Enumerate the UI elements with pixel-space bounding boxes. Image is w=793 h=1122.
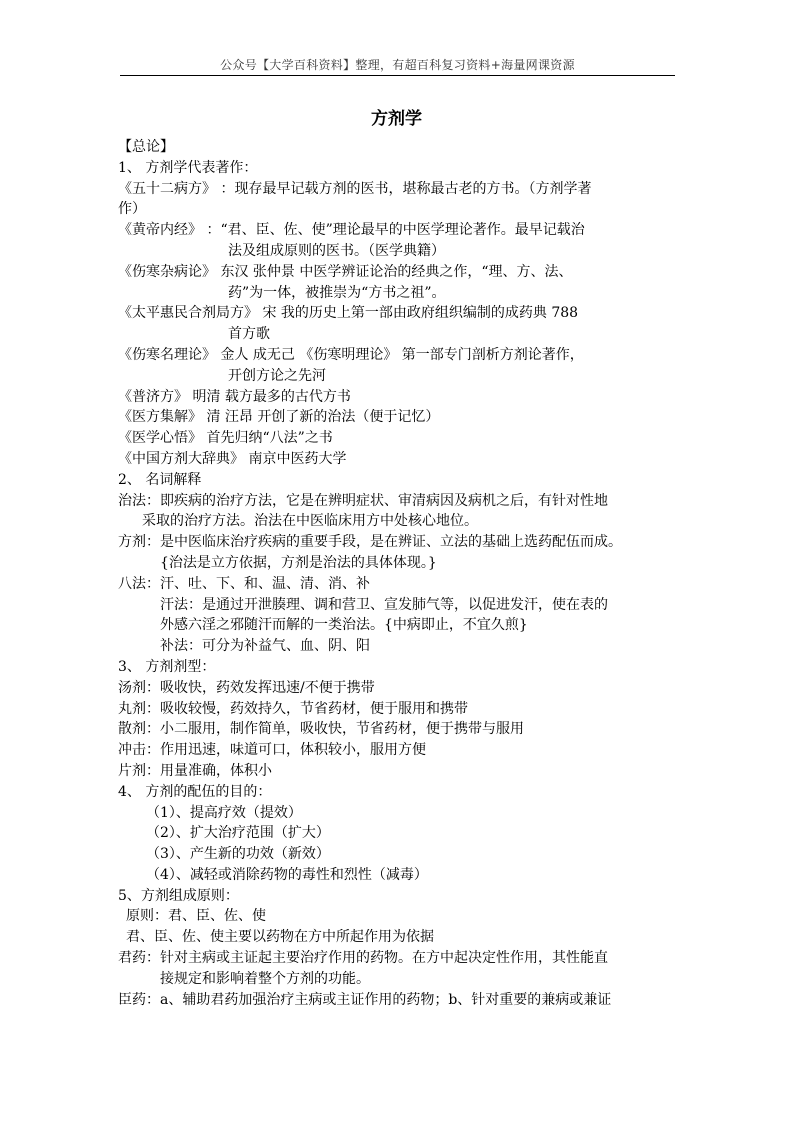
definition-line-cont: 接规定和影响着整个方剂的功能。: [160, 970, 370, 987]
work-line: 《黄帝内经》 ：“君、臣、佐、使”理论最早的中医学理论著作。最早记载治: [118, 222, 585, 239]
work-line: 《五十二病方》 ：现存最早记载方剂的医书，堪称最古老的方书。（方剂学著: [118, 180, 592, 197]
work-line-cont: 首方歌: [228, 326, 270, 343]
work-line: 《太平惠民合剂局方》 宋 我的历史上第一部由政府组织编制的成药典 788: [118, 305, 579, 322]
definition-bafa: 八法：汗、吐、下、和、温、清、消、补: [118, 575, 370, 592]
purpose-item: （3）、产生新的功效（新效）: [146, 846, 330, 863]
s5-heading: 5、方剂组成原则：: [118, 887, 239, 904]
definition-hanfa: [118, 595, 678, 637]
purpose-item: （4）、减轻或消除药物的毒性和烈性（减毒）: [146, 866, 428, 883]
definition-fangji: [118, 532, 678, 574]
s1-heading: 1、 方剂学代表著作：: [118, 159, 258, 176]
work-entry: 《中国方剂大辞典》 南京中医药大学: [118, 450, 347, 467]
work-entry: [118, 220, 678, 262]
work-entry: [118, 179, 678, 221]
definition-line-cont: 采取的治疗方法。治法在中医临床用方中处核心地位。: [142, 513, 478, 530]
work-entry: [118, 303, 678, 345]
s3-heading: 3、 方剂剂型：: [118, 658, 216, 675]
work-line-cont: 作）: [118, 201, 146, 218]
work-line-cont: 开创方论之先河: [228, 367, 326, 384]
principle-line: 原则：君、臣、佐、使: [126, 908, 266, 925]
s4-heading: 4、 方剂的配伍的目的：: [118, 783, 272, 800]
s2-heading: 2、 名词解释: [118, 471, 202, 488]
work-entry: 《医方集解》 清 汪昂 开创了新的治法（便于记忆）: [118, 409, 440, 426]
work-line-cont: 法及组成原则的医书。（医学典籍）: [228, 242, 445, 259]
page-header: 公众号【大学百科资料】整理，有超百科复习资料+海量网课资源: [220, 58, 575, 72]
purpose-item: （2）、扩大治疗范围（扩大）: [146, 825, 330, 842]
dosage-form-item: 散剂：小二服用，制作简单，吸收快，节省药材，便于携带与服用: [118, 721, 524, 738]
definition-line: 汗法：是通过开泄腠理、调和营卫、宣发肺气等，以促进发汗，使在表的: [160, 596, 608, 613]
work-entry: 《医学心悟》 首先归纳“八法”之书: [118, 430, 333, 447]
definition-line-cont: {治法是立方依据，方剂是治法的具体体现。}: [160, 554, 437, 571]
work-line-cont: 药”为一体，被推崇为“方书之祖”。: [228, 284, 446, 301]
header-divider: [120, 75, 675, 76]
work-line: 《伤寒名理论》 金人 成无己 《伤寒明理论》 第一部专门剖析方剂论著作，: [118, 346, 584, 363]
work-entry: [118, 262, 678, 304]
work-entry: 《普济方》 明清 载方最多的古代方书: [118, 388, 351, 405]
section-heading: 【总论】: [118, 139, 174, 155]
definition-line: 方剂：是中医临床治疗疾病的重要手段，是在辨证、立法的基础上选药配伍而成。: [118, 534, 622, 551]
definition-bufa: 补法：可分为补益气、血、阴、阳: [160, 638, 370, 655]
dosage-form-item: 汤剂：吸收快，药效发挥迅速/不便于携带: [118, 679, 375, 696]
definition-junyao: [118, 948, 678, 990]
definition-line: 治法：即疾病的治疗方法，它是在辨明症状、审清病因及病机之后，有针对性地: [118, 492, 608, 509]
dosage-form-item: 冲击：作用迅速，味道可口，体积较小，服用方便: [118, 742, 426, 759]
dosage-form-item: 片剂：用量准确，体积小: [118, 762, 272, 779]
work-line: 《伤寒杂病论》 东汉 张仲景 中医学辨证论治的经典之作，“理、方、法、: [118, 263, 573, 280]
document-body: [118, 137, 678, 1010]
purpose-item: （1）、提高疗效（提效）: [146, 804, 302, 821]
definition-chenyao: 臣药：a、辅助君药加强治疗主病或主证作用的药物；b、针对重要的兼病或兼证: [118, 991, 612, 1008]
definition-line: 君药：针对主病或主证起主要治疗作用的药物。在方中起决定性作用，其性能直: [118, 950, 608, 967]
definition-zhifa: [118, 491, 678, 533]
definition-line-cont: 外感六淫之邪随汗而解的一类治法。{中病即止，不宜久煎}: [160, 617, 528, 634]
page-title: 方剂学: [371, 109, 422, 129]
principle-basis: 君、臣、佐、使主要以药物在方中所起作用为依据: [126, 929, 434, 946]
work-entry: [118, 345, 678, 387]
dosage-form-item: 丸剂：吸收较慢，药效持久，节省药材，便于服用和携带: [118, 700, 468, 717]
